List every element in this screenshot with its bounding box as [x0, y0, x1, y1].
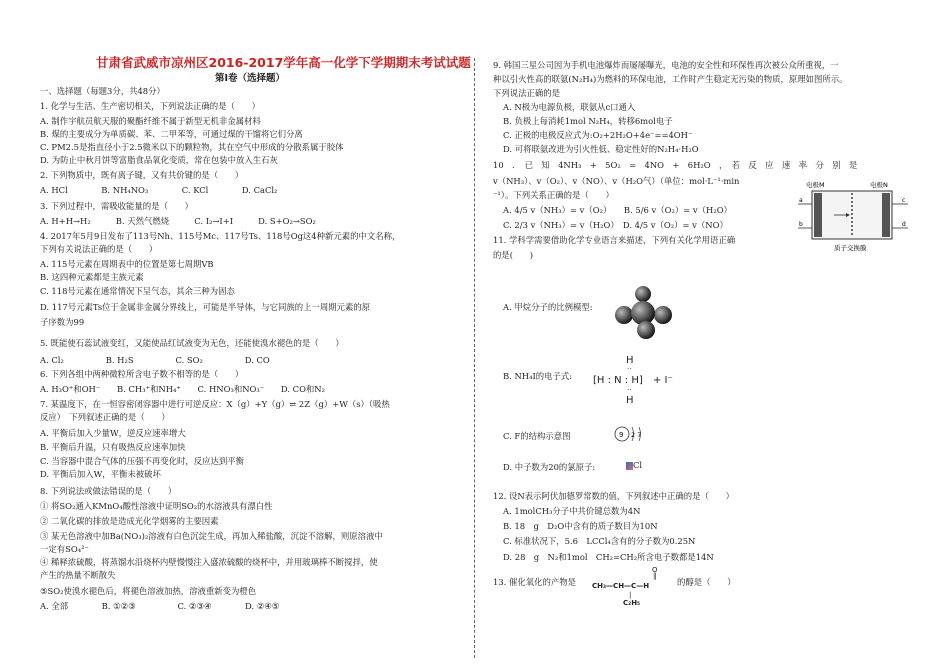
right-line: A. 4/5 v（NH₃）= v（O₂） B. 5/6 v（O₂）= v（H₂O）: [503, 205, 732, 215]
left-line: C. 当容器中混合气体的压强不再变化时，反应达到平衡: [40, 456, 245, 466]
left-line: D. 为防止中秋月饼等富脂食品氧化变质，常在包装中放入生石灰: [40, 155, 278, 165]
left-line: 一定有SO₄²⁻: [40, 544, 89, 554]
left-line: B. 煤的主要成分为单质碳、苯、二甲苯等，可通过煤的干馏将它们分离: [40, 129, 303, 139]
right-line: v（NH₃）、v（O₂）、v（NO）、v（H₂O气）（单位：mol·L⁻¹·min: [493, 176, 740, 186]
left-line: 2. 下列物质中，既有离子键，又有共价键的是（ ）: [40, 170, 244, 180]
left-line: A. 平衡后加入少量W，逆反应速率增大: [40, 428, 186, 438]
nh4i-electron-formula: H ·· [H : N : H] + I⁻ ·· H: [593, 355, 673, 406]
right-line: 13. 催化氧化的产物是: [493, 577, 576, 587]
left-line: B. 平衡后升温，只有吸热反应速率加快: [40, 442, 186, 452]
right-line: 10 ． 已 知 4NH₃ + 5O₂ = 4NO + 6H₂O ， 若 反 应 速 率 分 别 是: [493, 160, 858, 170]
left-line: ⑤SO₂使溴水褪色后，将褪色溶液加热，溶液重新变为橙色: [40, 586, 257, 596]
left-line: A. Cl₂ B. H₂S C. SO₂ D. CO: [40, 355, 270, 365]
right-line: B. 18 g D₂O中含有的质子数目为10N: [503, 521, 658, 531]
left-line: 3. 下列过程中，需吸收能量的是（ ）: [40, 201, 194, 211]
fluorine-nucleus: 9: [619, 431, 624, 439]
port-b-label: b: [799, 221, 803, 228]
right-line: ⁻¹）。下列关系正确的是（ ）: [493, 190, 614, 200]
right-line: C. 正极的电极反应式为:O₂+2H₂O+4e⁻==4OH⁻: [503, 130, 693, 140]
right-line: C. F的结构示意图: [503, 431, 571, 441]
left-line: 下列有关说法正确的是（ ）: [40, 244, 158, 254]
left-line: 6. 下列各组中两种微粒所含电子数不相等的是（ ）: [40, 369, 244, 379]
right-line: D. 可将联氨改进为引火性低、稳定性好的N₂H₄·H₂O: [503, 144, 699, 154]
left-line: D. 117号元素Ts位于金属非金属分界线上，可能是半导体，与它同族的上一周期元素的原: [40, 302, 371, 312]
section-heading: 一、选择题（每题3分，共48分）: [40, 86, 165, 96]
left-line: ① 将SO₂通入KMnO₄酸性溶液中证明SO₂的水溶液具有漂白性: [40, 501, 273, 511]
aldehyde-structure: O ‖ CH₃—CH—C—H | C₂H₅: [592, 566, 658, 607]
right-line: B. NH₄I的电子式:: [503, 371, 573, 381]
port-c-label: c: [902, 197, 906, 204]
port-a-label: a: [799, 197, 803, 204]
left-line: ③ 某无色溶液中加Ba(NO₃)₂溶液有白色沉淀生成，再加入稀盐酸，沉淀不溶解，则原溶液中: [40, 531, 383, 541]
left-line: 反应） 下列叙述正确的是（ ）: [40, 412, 170, 422]
electrode-n-label: 电极N: [870, 181, 888, 189]
left-line: B. 这四种元素都是主族元素: [40, 272, 144, 282]
left-line: A. 全部 B. ①②③ C. ②③④ D. ②④⑤: [40, 601, 280, 611]
nh4i-top-h: H: [626, 355, 634, 366]
left-line: 7. 某温度下，在一恒容密闭容器中进行可逆反应：X（g）+Y（g）⇌ 2Z（g）+W（s）（吸热: [40, 399, 390, 409]
left-line: 子序数为99: [40, 317, 85, 327]
aldehyde-oxygen: O: [652, 566, 658, 574]
right-line: 9. 韩国三星公司因为手机电池爆炸而屡屡曝光，电池的安全性和环保性再次被公众所重视，一: [493, 60, 839, 70]
right-column: [493, 0, 933, 671]
left-line: 8. 下列说法或做法错误的是（ ）: [40, 486, 177, 496]
fluorine-shells: 2 7: [631, 431, 642, 439]
right-line: C. 2/3 v（NH₃）= v（H₂O） D. 4/5 v（O₂）= v（NO）: [503, 220, 728, 230]
isotope-mark-icon: [626, 462, 633, 470]
right-line: A. 甲烷分子的比例模型:: [503, 302, 593, 312]
nh4i-center: [H : N : H]: [593, 375, 643, 386]
right-line: D. 28 g N₂和1mol CH₂=CH₂所含电子数都是14N: [503, 552, 714, 562]
column-divider: [474, 58, 475, 658]
part-heading: 第Ⅰ卷（选择题）: [214, 73, 286, 84]
left-line: 1. 化学与生活、生产密切相关，下列说法正确的是（ ）: [40, 101, 261, 111]
right-line: 12. 设N表示阿伏加德罗常数的值，下列叙述中正确的是（ ）: [493, 491, 735, 501]
chlorine-symbol: Cl: [633, 460, 643, 470]
right-line: 的醇是（ ）: [677, 577, 736, 587]
chlorine-isotope: [626, 460, 642, 470]
left-line: 4. 2017年5月9日发布了113号Nh、115号Mc、117号Ts、118号Og这4种新元素的中文名称，: [40, 231, 401, 241]
port-d-label: d: [902, 221, 906, 228]
left-line: ② 二氧化碳的排放是造成光化学烟雾的主要因素: [40, 516, 219, 526]
nh4i-counter-ion: + I⁻: [653, 375, 673, 386]
right-line: 下列说法正确的是: [493, 88, 560, 98]
right-line: B. 负极上每消耗1mol N₂H₄，转移6mol电子: [503, 116, 673, 126]
left-line: A. H₃O⁺和OH⁻ B. CH₃⁺和NH₄⁺ C. HNO₃和NO₃⁻ D. CO和N₂: [40, 384, 325, 394]
left-line: D. 平衡后加入W，平衡未被破坏: [40, 469, 161, 479]
left-line: A. 制作宇航员航天服的聚酯纤维不属于新型无机非金属材料: [40, 116, 261, 126]
fluorine-structure-icon: [614, 424, 648, 444]
right-line: 的是( ): [493, 250, 534, 260]
exam-title: 甘肃省武威市凉州区2016-2017学年高一化学下学期期末考试试题: [96, 55, 471, 70]
left-line: ④ 稀释浓硫酸，将蒸馏水沿烧杯内壁慢慢注入盛浓硫酸的烧杯中，并用玻璃棒不断搅拌，使: [40, 557, 378, 567]
right-line: 11. 学科学需要借助化学专业语言来描述，下列有关化学用语正确: [493, 235, 736, 245]
left-line: A. HCl B. NH₄NO₃ C. KCl D. CaCl₂: [40, 185, 278, 195]
fuel-cell-diagram: [798, 178, 910, 256]
left-column: [40, 0, 460, 671]
left-line: A. 115号元素在周期表中的位置是第七周期VB: [40, 259, 214, 269]
electrode-m-label: 电极M: [806, 181, 825, 189]
right-line: A. N极为电源负极，联氨从c口通入: [503, 102, 636, 112]
right-line: C. 标准状况下，5.6 LCCl₄含有的分子数为0.25N: [503, 536, 696, 546]
left-line: C. PM2.5是指直径小于2.5微米以下的颗粒物，其在空气中形成的分散系属于胶体: [40, 142, 344, 152]
right-line: A. 1molCH₃分子中共价键总数为4N: [503, 506, 641, 516]
left-line: A. H+H→H₂ B. 天然气燃烧 C. I₂→I+I D. S+O₂→SO₂: [40, 216, 316, 226]
right-line: 种以引火性高的联氨(N₂H₄)为燃料的环保电池，工作时产生稳定无污染的物质，原理如图所示。: [493, 74, 848, 84]
aldehyde-chain: CH₃—CH—C—H: [592, 582, 650, 590]
left-line: 产生的热量不断散失: [40, 570, 116, 580]
aldehyde-substituent: C₂H₅: [623, 599, 641, 607]
nh4i-bottom-h: H: [626, 395, 634, 406]
methane-model-icon: [613, 285, 675, 341]
membrane-label: 质子交换膜: [834, 244, 867, 252]
right-line: D. 中子数为20的氯原子:: [503, 462, 596, 472]
left-line: 5. 既能使石蕊试液变红，又能使品红试液变为无色，还能使溴水褪色的是（ ）: [40, 338, 344, 348]
left-line: C. 118号元素在通常情况下呈气态，其余三种为固态: [40, 286, 235, 296]
